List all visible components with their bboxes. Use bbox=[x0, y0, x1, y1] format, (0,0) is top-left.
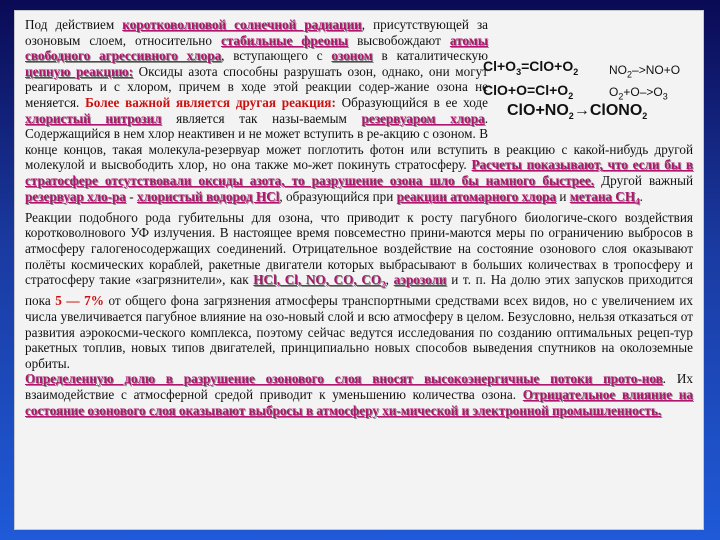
highlight: озоном bbox=[331, 48, 373, 64]
formula-clono2: $ClO+NO_2\to ClONO_2$ bbox=[507, 102, 648, 122]
text: Оксиды азота способны разрушать озон, однако, они могут реагировать и с хлором, причем в ходе этой реакции содер-жание озона не меняется. bbox=[25, 63, 488, 110]
highlight: Расчеты показывают, что если бы в стратосфере отсутствовали оксиды азота, то разрушение озона шло бы намного быстрее. bbox=[25, 157, 694, 188]
red-highlight: 5 — 7% bbox=[55, 293, 104, 309]
formula-o2: $O_2+O->O_3$ bbox=[609, 85, 668, 102]
text: , присутствующей за озоновым слоем, относительно bbox=[25, 17, 489, 48]
paragraph-3 bbox=[25, 371, 693, 418]
text: . bbox=[639, 188, 643, 204]
highlight: Отрицательное влияние на состояние озонового слоя оказывают выбросы в атмосферу хи-мической и электронной промышленность. bbox=[25, 386, 693, 418]
highlight-text: HCl, Cl, NO, CO, CO bbox=[253, 272, 382, 288]
highlight: аэрозоли bbox=[393, 272, 447, 288]
text: является так назы-ваемым bbox=[161, 110, 362, 126]
text: . Содержащийся в нем хлор неактивен и не может вступить в ре-акцию с озоном. В конце концов, такая молекула-резервуар может поглотить фотон или вступить в реакцию с какой-нибудь другой молекулой и высвободить хлор, но она также мо-жет покинуть стратосферу. bbox=[25, 110, 693, 173]
highlight: хлористый нитрозил bbox=[25, 110, 162, 126]
highlight: Определенную долю в разрушение озонового слоя вносят высокоэнергичные потоки прото-нов bbox=[25, 371, 663, 387]
highlight-text: метана CH bbox=[569, 188, 636, 204]
text: . Их взаимодействие с атмосферной средой приводит к уменьшению количества озона. bbox=[25, 371, 693, 402]
text: Образующийся в ее ходе bbox=[335, 94, 488, 110]
highlight: реакции атомарного хлора bbox=[396, 188, 557, 204]
text: Реакции подобного рода губительны для озона, что приводит к росту пагубного биологиче-ского воздействия коротковолнового УФ излучения. В настоящее время повсеместно прини-маются меры по ограничению выбросов в атмосферу галогеносодержащих соединений. Отрицательное воздействие на состояние озонового слоя оказывают полёты космических кораблей, ракетные двигатели которых выбрасывают в больших количествах в тропосферу и стратосферу такие «загрязнители», как bbox=[25, 209, 693, 288]
highlight: хлористый водород HCl bbox=[136, 188, 280, 204]
formula-no2: $NO_2->NO+O$ bbox=[609, 63, 681, 80]
text: - bbox=[125, 188, 137, 204]
text: Под действием bbox=[25, 17, 123, 32]
text: высвобождают bbox=[348, 32, 450, 48]
paragraph-2 bbox=[25, 210, 693, 372]
text: от общего фона загрязнения атмосферы транспортными средствами всех видов, но с увеличением их числа увеличивается пагубное влияние на озо-новый слой и всю атмосферу в целом. Безусловно, нельзя отказаться от развития аэрокосми-ческого комплекса, поэтому сейчас ведутся исследования по созданию оптимальных рецеп-тур ракетных топлив, новых типов двигателей, принципиально новых способов выведения спутников на околоземные орбиты. bbox=[25, 293, 693, 371]
highlight: атомы свободного агрессивного хлора bbox=[25, 32, 488, 64]
formula-cl-o3: $Cl+O_3=ClO+O_2$ bbox=[483, 58, 579, 77]
formula-clo-o: $ClO+O=Cl+O_2$ bbox=[483, 81, 574, 101]
text: , вступающего с bbox=[221, 48, 332, 64]
subscript: 2 bbox=[381, 279, 386, 290]
highlight bbox=[569, 188, 640, 207]
text: в каталитическую bbox=[372, 48, 488, 64]
text: , образующийся при bbox=[279, 188, 397, 204]
highlight: резервуаром хлора bbox=[361, 110, 485, 126]
chlorine-reaction-formulas bbox=[483, 57, 578, 105]
red-highlight: Более важной является другая реакция: bbox=[85, 94, 336, 110]
subscript: 4 bbox=[635, 196, 640, 207]
highlight: стабильные фреоны bbox=[220, 32, 349, 48]
text: Другой важный bbox=[594, 172, 694, 188]
text: и bbox=[556, 188, 570, 204]
highlight: цепную реакцию: bbox=[25, 63, 134, 79]
text: и т. п. На долю этих запусков приходится пока bbox=[25, 272, 694, 309]
nitrogen-reaction-formulas bbox=[609, 61, 680, 106]
highlight bbox=[253, 272, 386, 290]
highlight: коротковолновой солнечной радиации bbox=[122, 17, 362, 32]
slide bbox=[14, 10, 704, 530]
highlight: резервуар хло-ра bbox=[25, 188, 126, 204]
text: , bbox=[385, 272, 394, 288]
